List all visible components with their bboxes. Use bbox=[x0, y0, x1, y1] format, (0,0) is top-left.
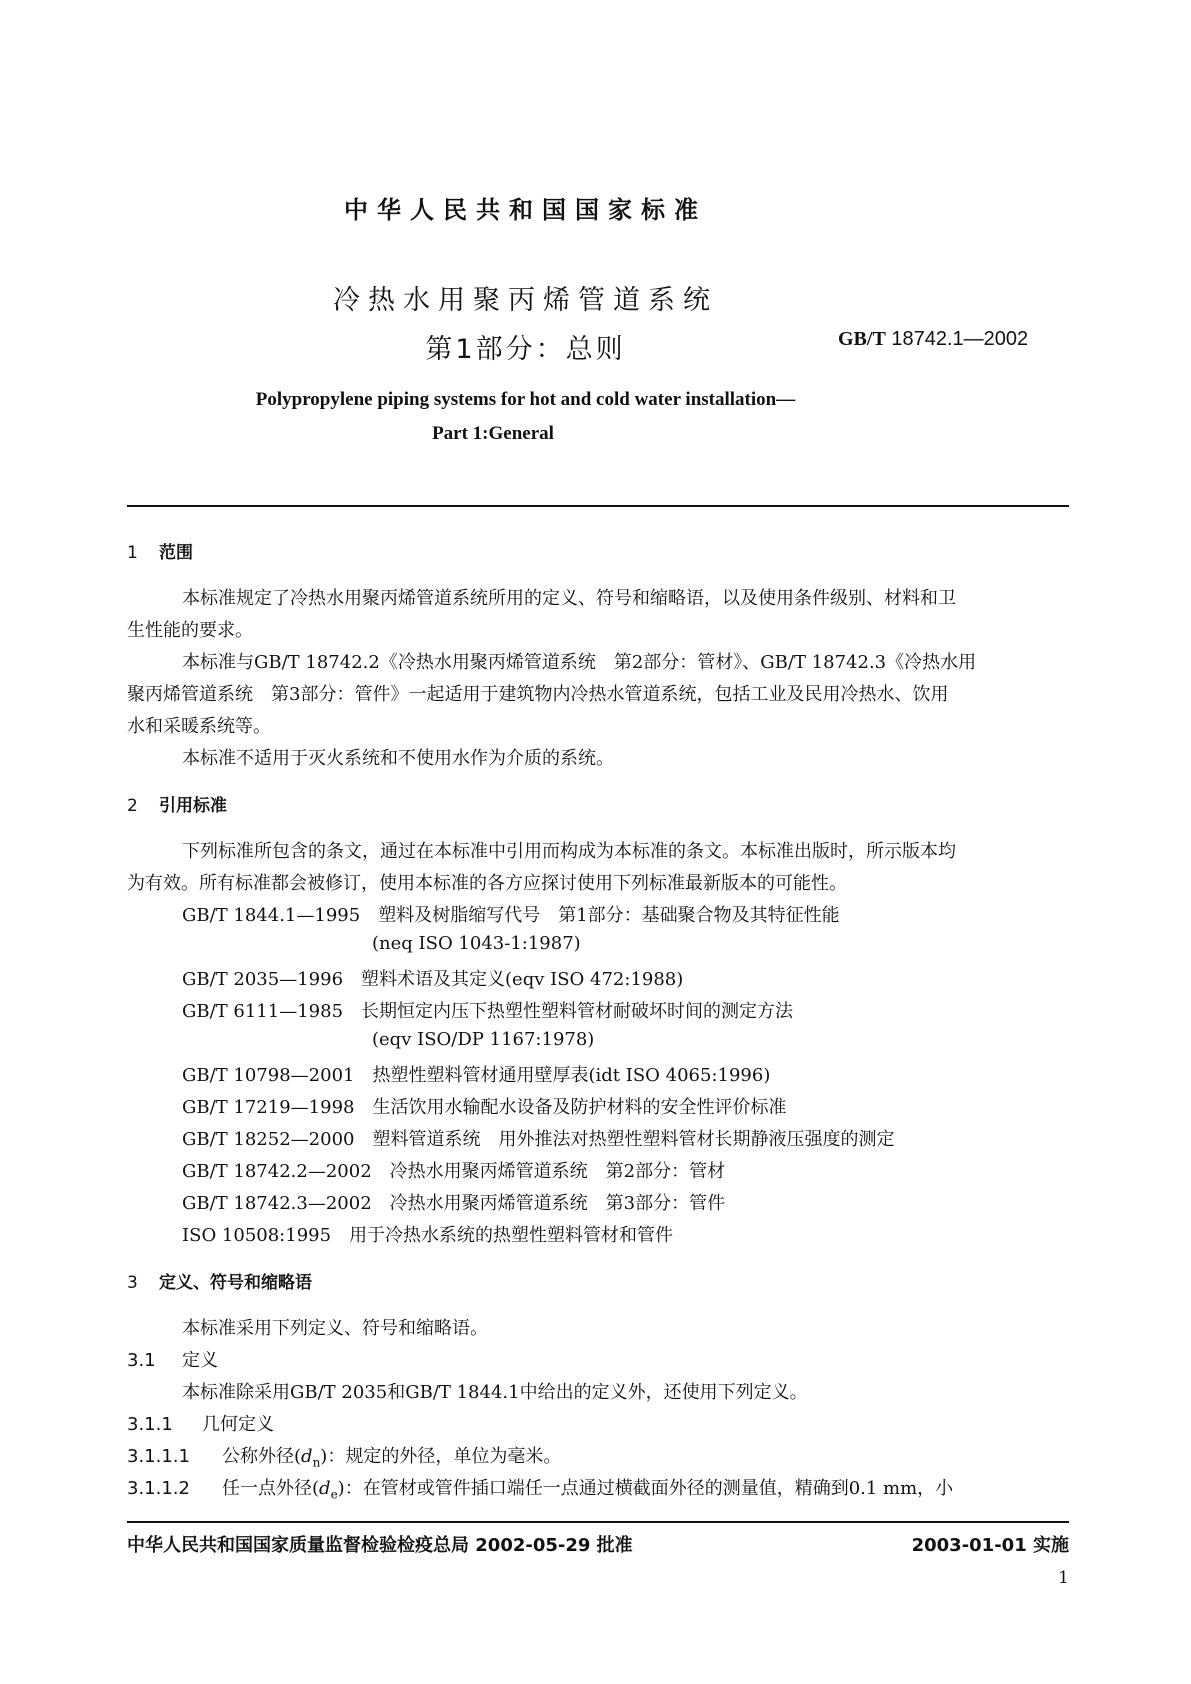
reference-item bbox=[182, 1061, 770, 1087]
reference-code: GB/T 6111—1985 bbox=[182, 1001, 344, 1022]
section-3-heading bbox=[127, 1268, 312, 1293]
subsection-number: 3.1 bbox=[127, 1350, 156, 1371]
page-number: 1 bbox=[1058, 1568, 1069, 1588]
reference-code: GB/T 17219—1998 bbox=[182, 1097, 355, 1118]
reference-continuation: (neq ISO 1043-1:1987) bbox=[372, 933, 581, 954]
definition-text-end: )：规定的外径，单位为毫米。 bbox=[320, 1446, 562, 1467]
reference-code: GB/T 18252—2000 bbox=[182, 1129, 355, 1150]
subsection-title: 几何定义 bbox=[202, 1414, 274, 1435]
reference-title: 用于冷热水系统的热塑性塑料管材和管件 bbox=[349, 1225, 674, 1246]
subsection-3-1-1 bbox=[127, 1410, 274, 1436]
subsection-number: 3.1.1 bbox=[127, 1414, 173, 1435]
definition-number: 3.1.1.2 bbox=[127, 1478, 190, 1499]
implementation-date: 2003-01-01 实施 bbox=[911, 1535, 1069, 1556]
reference-title: 塑料管道系统 用外推法对热塑性塑料管材长期静液压强度的测定 bbox=[372, 1129, 895, 1150]
definition-number: 3.1.1.1 bbox=[127, 1446, 190, 1467]
reference-title: 热塑性塑料管材通用壁厚表(idt ISO 4065:1996) bbox=[372, 1065, 771, 1086]
standard-code bbox=[838, 328, 1028, 351]
standard-code-number: 18742.1—2002 bbox=[891, 328, 1029, 350]
reference-item bbox=[182, 1157, 725, 1183]
reference-code: GB/T 18742.2—2002 bbox=[182, 1161, 372, 1182]
symbol-variable: d bbox=[301, 1446, 313, 1467]
definition-text-start: 任一点外径( bbox=[222, 1478, 320, 1499]
reference-item bbox=[182, 901, 840, 927]
section-number: 3 bbox=[127, 1273, 138, 1293]
header-divider bbox=[127, 505, 1069, 507]
reference-title: 冷热水用聚丙烯管道系统 第3部分：管件 bbox=[389, 1193, 726, 1214]
section-title: 范围 bbox=[159, 543, 193, 563]
national-standard-heading: 中华人民共和国国家标准 bbox=[344, 196, 707, 224]
standard-code-prefix: GB/T bbox=[838, 328, 886, 350]
subsection-3-1 bbox=[127, 1346, 218, 1372]
reference-item bbox=[182, 997, 793, 1023]
title-cn-line2: 第1部分：总则 bbox=[425, 334, 626, 365]
paragraph-line: 本标准规定了冷热水用聚丙烯管道系统所用的定义、符号和缩略语，以及使用条件级别、材料和卫 bbox=[182, 588, 956, 609]
subsection-title: 定义 bbox=[182, 1350, 218, 1371]
paragraph-line: 聚丙烯管道系统 第3部分：管件》一起适用于建筑物内冷热水管道系统，包括工业及民用冷热水、饮用 bbox=[127, 684, 949, 705]
title-cn-line1: 冷热水用聚丙烯管道系统 bbox=[333, 285, 718, 316]
reference-title: 长期恒定内压下热塑性塑料管材耐破坏时间的测定方法 bbox=[361, 1001, 794, 1022]
paragraph-line: 为有效。所有标准都会被修订，使用本标准的各方应探讨使用下列标准最新版本的可能性。 bbox=[127, 873, 847, 894]
reference-title: 生活饮用水输配水设备及防护材料的安全性评价标准 bbox=[372, 1097, 787, 1118]
paragraph-line: 生性能的要求。 bbox=[127, 620, 253, 641]
approval-statement: 中华人民共和国国家质量监督检验检疫总局 2002-05-29 批准 bbox=[127, 1535, 633, 1556]
definition-3-1-1-2 bbox=[127, 1474, 953, 1502]
reference-code: GB/T 1844.1—1995 bbox=[182, 905, 361, 926]
reference-continuation: (eqv ISO/DP 1167:1978) bbox=[372, 1029, 595, 1050]
reference-item bbox=[182, 1093, 786, 1119]
section-title: 引用标准 bbox=[159, 796, 227, 816]
definition-text-end: )：在管材或管件插口端任一点通过横截面外径的测量值，精确到0.1 mm，小 bbox=[337, 1478, 954, 1499]
paragraph-line: 本标准不适用于灭火系统和不使用水作为介质的系统。 bbox=[182, 748, 614, 769]
title-en-line1: Polypropylene piping systems for hot and cold water installation— bbox=[255, 389, 796, 410]
paragraph-line: 本标准除采用GB/T 2035和GB/T 1844.1中给出的定义外，还使用下列定义。 bbox=[182, 1382, 808, 1403]
reference-code: GB/T 18742.3—2002 bbox=[182, 1193, 372, 1214]
section-number: 2 bbox=[127, 796, 138, 816]
reference-item bbox=[182, 1125, 894, 1151]
paragraph-line: 水和采暖系统等。 bbox=[127, 716, 271, 737]
reference-code: GB/T 10798—2001 bbox=[182, 1065, 355, 1086]
paragraph-line: 本标准与GB/T 18742.2《冷热水用聚丙烯管道系统 第2部分：管材》、GB/T 18742.3《冷热水用 bbox=[182, 652, 977, 673]
section-title: 定义、符号和缩略语 bbox=[159, 1273, 312, 1293]
title-en-line2: Part 1:General bbox=[432, 423, 554, 444]
section-number: 1 bbox=[127, 543, 138, 563]
reference-title: 冷热水用聚丙烯管道系统 第2部分：管材 bbox=[389, 1161, 726, 1182]
reference-item bbox=[182, 965, 683, 991]
paragraph-line: 下列标准所包含的条文，通过在本标准中引用而构成为本标准的条文。本标准出版时，所示版本均 bbox=[182, 841, 956, 862]
reference-code: GB/T 2035—1996 bbox=[182, 969, 344, 990]
symbol-subscript: n bbox=[312, 1455, 321, 1470]
symbol-variable: d bbox=[319, 1478, 331, 1499]
paragraph-line: 本标准采用下列定义、符号和缩略语。 bbox=[182, 1318, 488, 1339]
reference-title: 塑料术语及其定义(eqv ISO 472:1988) bbox=[361, 969, 684, 990]
reference-code: ISO 10508:1995 bbox=[182, 1225, 332, 1246]
section-1-heading bbox=[127, 538, 193, 563]
reference-title: 塑料及树脂缩写代号 第1部分：基础聚合物及其特征性能 bbox=[378, 905, 840, 926]
definition-3-1-1-1 bbox=[127, 1442, 561, 1470]
reference-item bbox=[182, 1189, 725, 1215]
definition-text-start: 公称外径( bbox=[222, 1446, 302, 1467]
symbol-subscript: e bbox=[330, 1487, 338, 1502]
section-2-heading bbox=[127, 791, 227, 816]
footer-divider bbox=[127, 1521, 1069, 1523]
reference-item bbox=[182, 1221, 673, 1247]
